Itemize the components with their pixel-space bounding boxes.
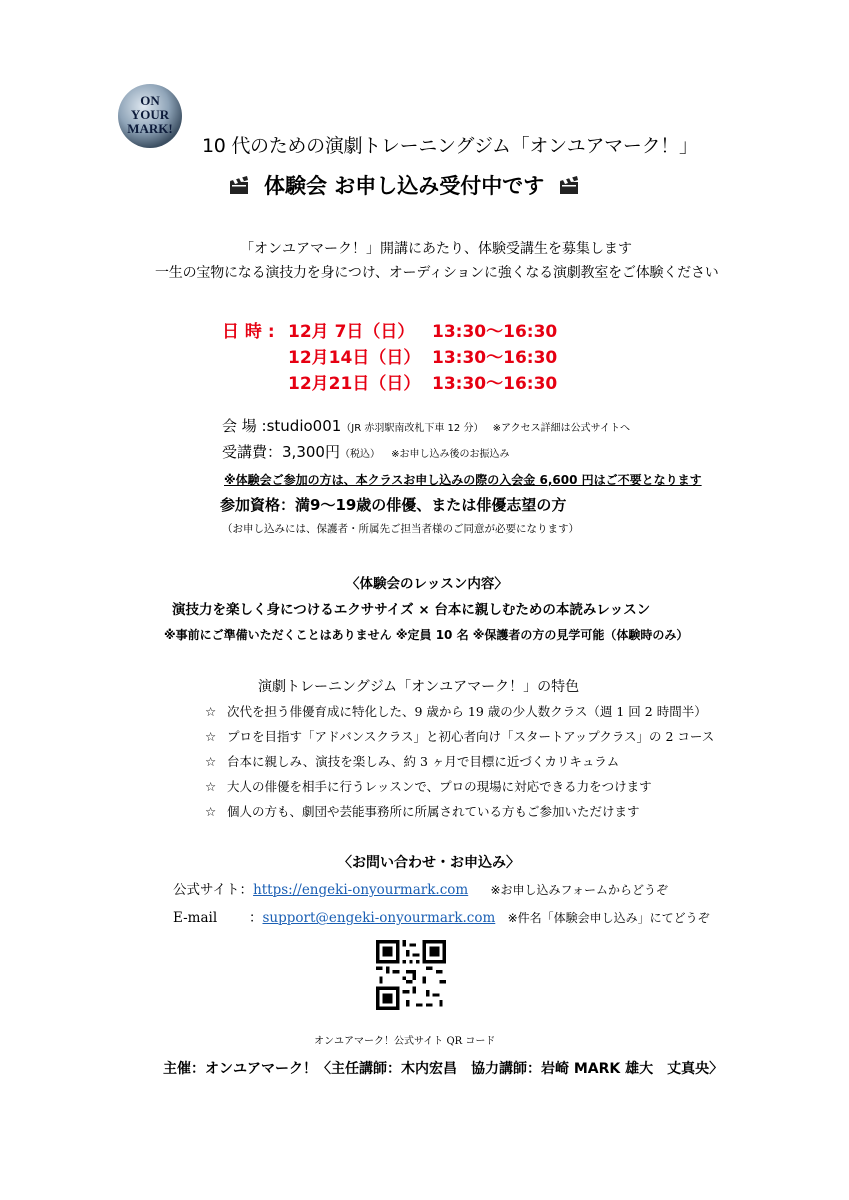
fee-value: 3,300円 — [282, 443, 340, 461]
site-label: 公式サイト： — [173, 882, 254, 898]
clapperboard-icon — [228, 174, 250, 196]
eligibility: 参加資格：満9～19歳の俳優、または俳優志望の方 — [220, 496, 567, 514]
fee-label: 受講費： — [222, 443, 283, 461]
lesson-heading: 〈体験会のレッスン内容〉 — [346, 576, 508, 592]
venue-detail: （JR 赤羽駅南改札下車 12 分） — [341, 423, 484, 434]
clapperboard-icon — [558, 174, 580, 196]
qr-caption: オンユアマーク！公式サイト QR コード — [314, 1036, 496, 1047]
mail-separator: ： — [249, 910, 263, 926]
fee-note: ※お申し込み後のお振込み — [391, 449, 510, 460]
star-icon: ☆ — [205, 729, 217, 744]
on-your-mark-logo — [117, 83, 183, 149]
mail-row — [173, 906, 710, 926]
feature-text: 大人の俳優を相手に行うレッスンで、プロの現場に対応できる力をつけます — [227, 779, 652, 794]
mail-label: E-mail — [173, 910, 218, 926]
subtitle: 体験会 お申し込み受付中です — [264, 174, 545, 198]
lesson-notes: ※事前にご準備いただくことはありません ※定員 10 名 ※保護者の方の見学可能（体験時のみ） — [164, 628, 689, 642]
features-heading: 演劇トレーニングジム「オンユアマーク！」の特色 — [258, 679, 580, 695]
schedule-time: 13:30～16:30 — [432, 322, 558, 342]
feature-item — [205, 777, 652, 795]
fee-tax: （税込） — [339, 449, 380, 460]
venue-row — [222, 415, 630, 436]
subtitle-row — [228, 170, 580, 200]
fee-row — [222, 441, 509, 462]
feature-text: 個人の方も、劇団や芸能事務所に所属されている方もご参加いただけます — [227, 804, 640, 819]
mail-note: ※件名「体験会申し込み」にてどうぞ — [507, 911, 710, 925]
contact-heading: 〈お問い合わせ・お申込み〉 — [338, 855, 520, 871]
page-title: 10 代のための演劇トレーニングジム「オンユアマーク！」 — [202, 135, 698, 157]
schedule-date: 12月21日（日） — [288, 374, 421, 394]
star-icon: ☆ — [205, 754, 217, 769]
svg-text:MARK!: MARK! — [127, 121, 173, 136]
qr-code[interactable] — [376, 940, 446, 1010]
schedule-time: 13:30～16:30 — [432, 374, 558, 394]
organizer: 主催：オンユアマーク！〈主任講師：木内宏昌 協力講師：岩崎 MARK 雄大 丈真央〉 — [163, 1061, 724, 1077]
schedule-date: 12月14日（日） — [288, 348, 421, 368]
feature-text: プロを目指す「アドバンスクラス」と初心者向け「スタートアップクラス」の 2 コース — [227, 729, 715, 744]
feature-item — [205, 727, 714, 745]
site-row — [173, 878, 668, 898]
venue-value: studio001 — [266, 417, 342, 435]
intro-line-2: 一生の宝物になる演技力を身につけ、オーディションに強くなる演劇教室をご体験ください — [155, 265, 719, 281]
site-link[interactable]: https://engeki-onyourmark.com — [253, 882, 469, 898]
schedule-date: 12月 7日（日） — [288, 322, 415, 342]
star-icon: ☆ — [205, 704, 217, 719]
star-icon: ☆ — [205, 804, 217, 819]
consent-note: （お申し込みには、保護者・所属先ご担当者様のご同意が必要になります） — [222, 523, 579, 535]
svg-text:YOUR: YOUR — [130, 107, 170, 122]
feature-item — [205, 802, 640, 820]
svg-text:ON: ON — [140, 93, 160, 108]
schedule-time: 13:30～16:30 — [432, 348, 558, 368]
entry-fee-note: ※体験会ご参加の方は、本クラスお申し込みの際の入会金 6,600 円はご不要となります — [224, 473, 702, 487]
venue-note: ※アクセス詳細は公式サイトへ — [492, 423, 630, 434]
site-note: ※お申し込みフォームからどうぞ — [490, 883, 668, 897]
venue-label: 会 場 : — [222, 417, 267, 435]
feature-item — [205, 752, 619, 770]
feature-text: 台本に親しみ、演技を楽しみ、約 3 ヶ月で目標に近づくカリキュラム — [227, 754, 620, 769]
feature-text: 次代を担う俳優育成に特化した、9 歳から 19 歳の少人数クラス（週 1 回 2 時間半） — [227, 704, 707, 719]
intro-line-1: 「オンユアマーク！」開講にあたり、体験受講生を募集します — [240, 241, 632, 257]
star-icon: ☆ — [205, 779, 217, 794]
mail-link[interactable]: support@engeki-onyourmark.com — [262, 910, 496, 926]
schedule-label: 日 時 : — [222, 322, 275, 342]
feature-item — [205, 702, 707, 720]
lesson-content: 演技力を楽しく身につけるエクササイズ × 台本に親しむための本読みレッスン — [172, 602, 651, 618]
